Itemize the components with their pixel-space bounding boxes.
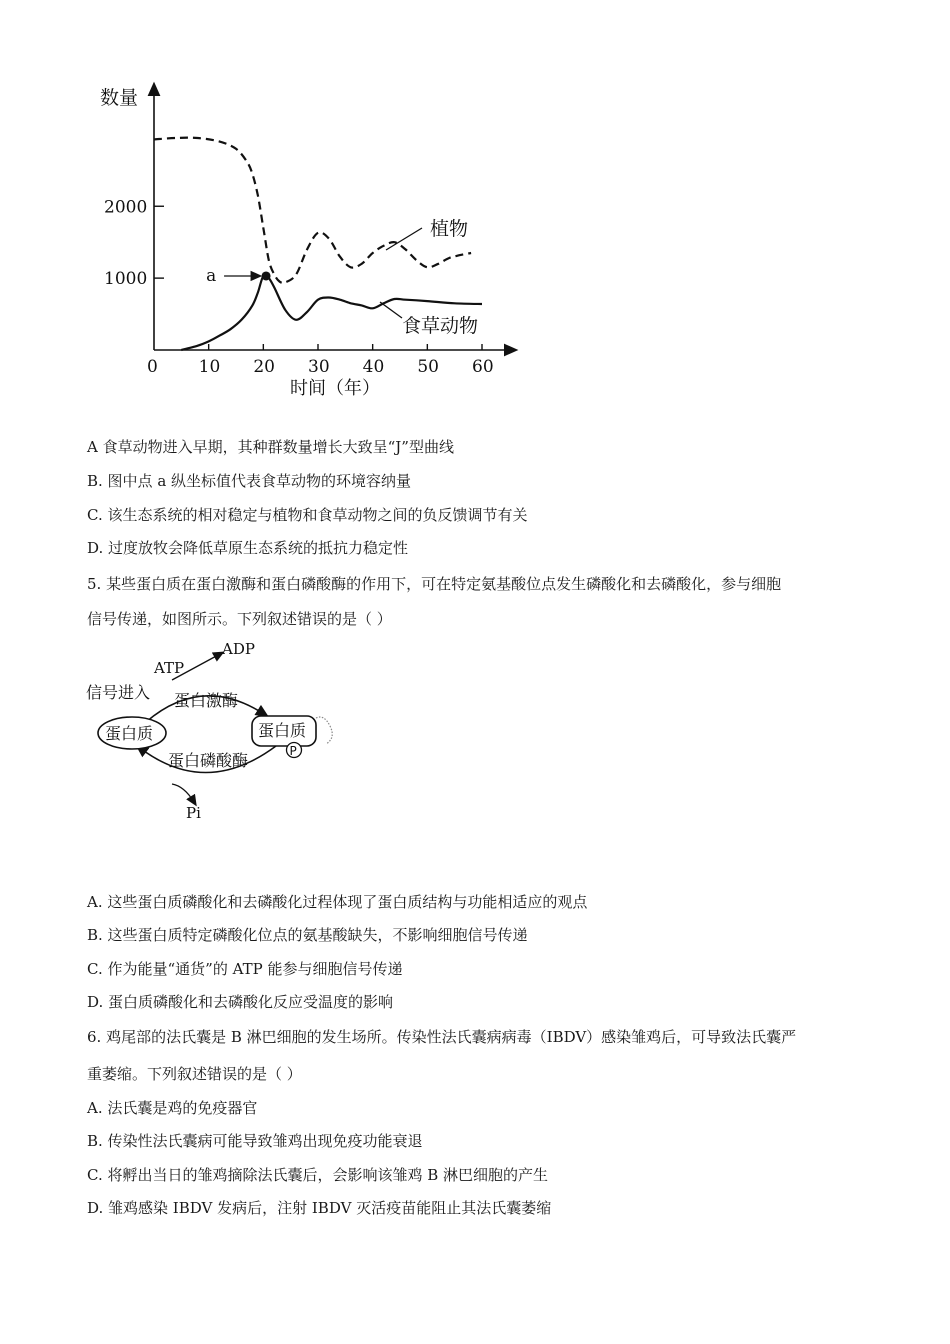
q5-option-b: B. 这些蛋白质特定磷酸化位点的氨基酸缺失，不影响细胞信号传递: [87, 926, 528, 944]
q6-option-d: D. 雏鸡感染 IBDV 发病后，注射 IBDV 灭活疫苗能阻止其法氏囊萎缩: [87, 1199, 552, 1217]
q5-stem-line2: 信号传递，如图所示。下列叙述错误的是（ ）: [87, 610, 392, 628]
protein-right-label: 蛋白质: [258, 721, 307, 740]
q4-option-d: D. 过度放牧会降低草原生态系统的抵抗力稳定性: [87, 539, 409, 557]
x-ticks: [199, 344, 494, 377]
q6-stem-line1: 6. 鸡尾部的法氏囊是 B 淋巴细胞的发生场所。传染性法氏囊病病毒（IBDV）感染雏鸡后，可导致法氏囊严: [87, 1028, 797, 1046]
protein-right-glow: [316, 717, 332, 744]
q5-option-a: A. 这些蛋白质磷酸化和去磷酸化过程体现了蛋白质结构与功能相适应的观点: [87, 893, 588, 911]
phosphatase-label: 蛋白磷酸酶: [168, 751, 249, 770]
y-ticks: [104, 197, 164, 289]
q6-option-b: B. 传染性法氏囊病可能导致雏鸡出现免疫功能衰退: [87, 1132, 423, 1150]
q4-option-b: B. 图中点 a 纵坐标值代表食草动物的环境容纳量: [87, 472, 412, 490]
phosphorylation-diagram: [80, 636, 350, 826]
point-a-marker: [262, 271, 271, 280]
x-axis-label: 时间（年）: [290, 378, 380, 399]
y-axis-label: 数量: [100, 87, 139, 109]
legend-label-plant: 植物: [430, 218, 469, 240]
adp-label: ADP: [222, 640, 255, 658]
q6-stem-line2: 重萎缩。下列叙述错误的是（ ）: [87, 1065, 302, 1083]
y-tick-label: 2000: [104, 197, 148, 218]
q4-option-c: C. 该生态系统的相对稳定与植物和食草动物之间的负反馈调节有关: [87, 506, 528, 524]
q6-option-a: A. 法氏囊是鸡的免疫器官: [87, 1099, 258, 1117]
origin-label: 0: [147, 357, 158, 377]
q5-option-c: C. 作为能量“通货”的 ATP 能参与细胞信号传递: [87, 960, 403, 978]
q5-stem-line1: 5. 某些蛋白质在蛋白激酶和蛋白磷酸酶的作用下，可在特定氨基酸位点发生磷酸化和去磷酸化，参与细胞: [87, 575, 782, 593]
legend-label-herbivore: 食草动物: [402, 315, 479, 337]
phosphate-label: P: [289, 744, 297, 758]
phosphorylation-diagram-svg: [80, 636, 350, 826]
x-tick-label: 10: [198, 357, 221, 377]
x-tick-label: 50: [417, 357, 439, 377]
pi-label: Pi: [186, 804, 201, 822]
protein-left-label: 蛋白质: [105, 724, 154, 743]
population-chart: [90, 80, 530, 410]
point-a-label: a: [206, 265, 217, 286]
q4-option-a: A 食草动物进入早期，其种群数量增长大致呈“J”型曲线: [87, 438, 454, 456]
y-tick-label: 1000: [104, 269, 148, 290]
x-tick-label: 30: [308, 357, 330, 377]
pi-arrow: [172, 784, 194, 802]
population-chart-svg: [90, 80, 530, 410]
x-tick-label: 40: [362, 357, 385, 377]
kinase-label: 蛋白激酶: [174, 691, 239, 710]
x-tick-label: 20: [253, 357, 275, 377]
x-tick-label: 60: [472, 357, 494, 377]
series-line-herbivore: [181, 275, 482, 350]
signal-label: 信号进入: [86, 683, 151, 702]
q6-option-c: C. 将孵出当日的雏鸡摘除法氏囊后，会影响该雏鸡 B 淋巴细胞的产生: [87, 1166, 549, 1184]
plant-leader-line: [386, 228, 422, 250]
atp-label: ATP: [154, 659, 185, 677]
q5-option-d: D. 蛋白质磷酸化和去磷酸化反应受温度的影响: [87, 993, 394, 1011]
herbivore-leader-line: [380, 302, 402, 318]
series-line-plant: [154, 138, 471, 283]
